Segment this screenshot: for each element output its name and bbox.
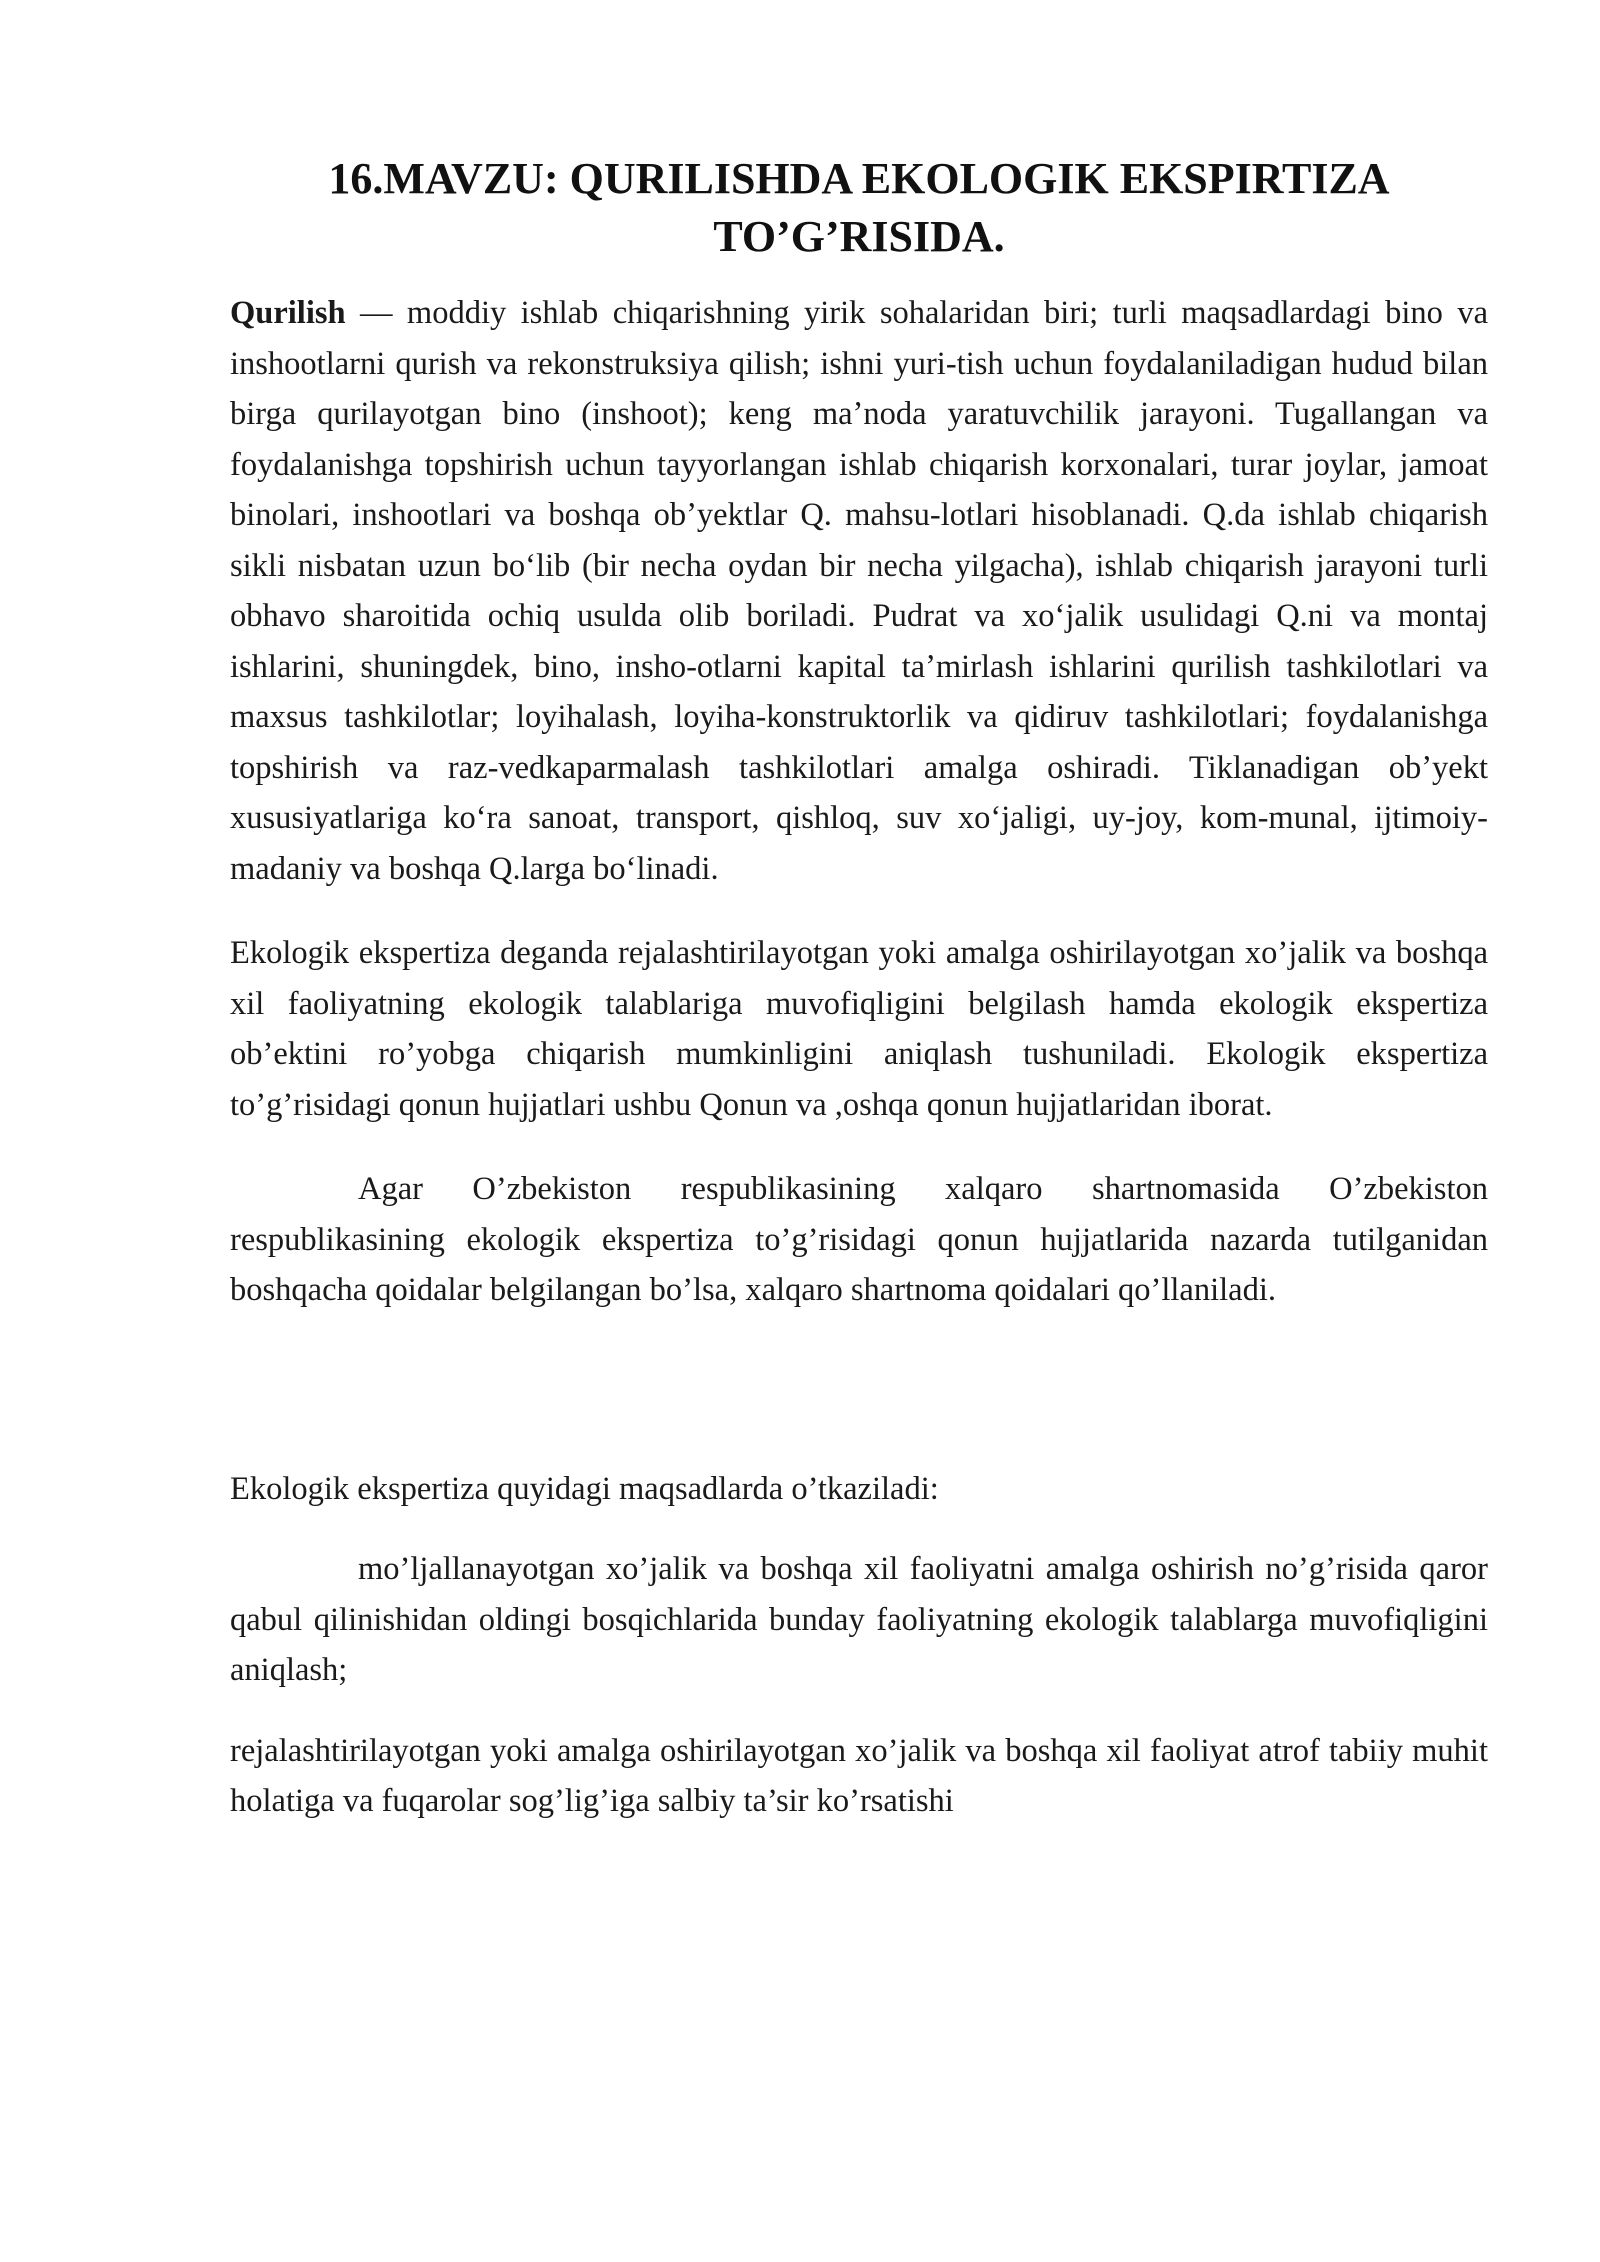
document-page — [230, 150, 1488, 1827]
paragraph-ekspertiza-definition: Ekologik ekspertiza deganda rejalashtirilayotgan yoki amalga oshirilayotgan xo’jalik va boshqa xil faoliyatning ekologik talablariga muvofiqligini belgilash hamda ekologik ekspertiza ob’ektini ro’yobga chiqarish mumkinligini aniqlash tushuniladi. Ekologik ekspertiza to’g’risidagi qonun hujjatlari ushbu Qonun va ,oshqa qonun hujjatlaridan iborat. — [230, 935, 1488, 1123]
page-title — [230, 150, 1488, 266]
paragraph-qurilish — [230, 288, 1488, 894]
title-line-1: 16.MAVZU: QURILISHDA EKOLOGIK EKSPIRTIZA — [328, 154, 1390, 203]
paragraph-maqsad-1: mo’ljallanayotgan xo’jalik va boshqa xil faoliyatni amalga oshirish no’g’risida qaror qabul qilinishidan oldingi bosqichlarida bunday faoliyatning ekologik talablarga muvofiqligini aniqlash; — [230, 1551, 1488, 1688]
paragraph-maqsadlar-intro: Ekologik ekspertiza quyidagi maqsadlarda o’tkaziladi: — [230, 1470, 939, 1507]
title-line-2: TO’G’RISIDA. — [713, 212, 1005, 261]
paragraph-xalqaro-shartnoma: Agar O’zbekiston respublikasining xalqaro shartnomasida O’zbekiston respublikasining ekologik ekspertiza to’g’risidagi qonun hujjatlarida nazarda tutilganidan boshqacha qoidalar belgilangan bo’lsa, xalqaro shartnoma qoidalari qo’llaniladi. — [230, 1171, 1488, 1308]
paragraph-qurilish-text: — moddiy ishlab chiqarishning yirik sohalaridan biri; turli maqsadlardagi bino va inshootlarni qurish va rekonstruksiya qilish; ishni yuri-tish uchun foydalaniladigan hudud bilan birga qurilayotgan bino (inshoot); keng maʼnoda yaratuvchilik jarayoni. Tugallangan va foydalanishga topshirish uchun tayyorlangan ishlab chiqarish korxonalari, turar joylar, jamoat binolari, inshootlari va boshqa obʼyektlar Q. mahsu-lotlari hisoblanadi. Q.da ishlab chiqarish sikli nisbatan uzun boʻlib (bir necha oydan bir necha yilgacha), ishlab chiqarish jarayoni turli obhavo sharoitida ochiq usulda olib boriladi. Pudrat va xoʻjalik usulidagi Q.ni va montaj ishlarini, shuningdek, bino, insho-otlarni kapital taʼmirlash ishlarini qurilish tashkilotlari va maxsus tashkilotlar; loyihalash, loyiha-konstruktorlik va qidiruv tashkilotlari; foydalanishga topshirish va raz-vedkaparmalash tashkilotlari amalga oshiradi. Tiklanadigan obʼyekt xususiyatlariga koʻra sanoat, transport, qishloq, suv xoʻjaligi, uy-joy, kom-munal, ijtimoiy-madaniy va boshqa Q.larga boʻlinadi. — [230, 295, 1488, 887]
term-qurilish: Qurilish — [230, 295, 346, 331]
paragraph-maqsad-2: rejalashtirilayotgan yoki amalga oshirilayotgan xo’jalik va boshqa xil faoliyat atrof tabiiy muhit holatiga va fuqarolar sog’lig’iga salbiy ta’sir ko’rsatishi — [230, 1732, 1488, 1819]
